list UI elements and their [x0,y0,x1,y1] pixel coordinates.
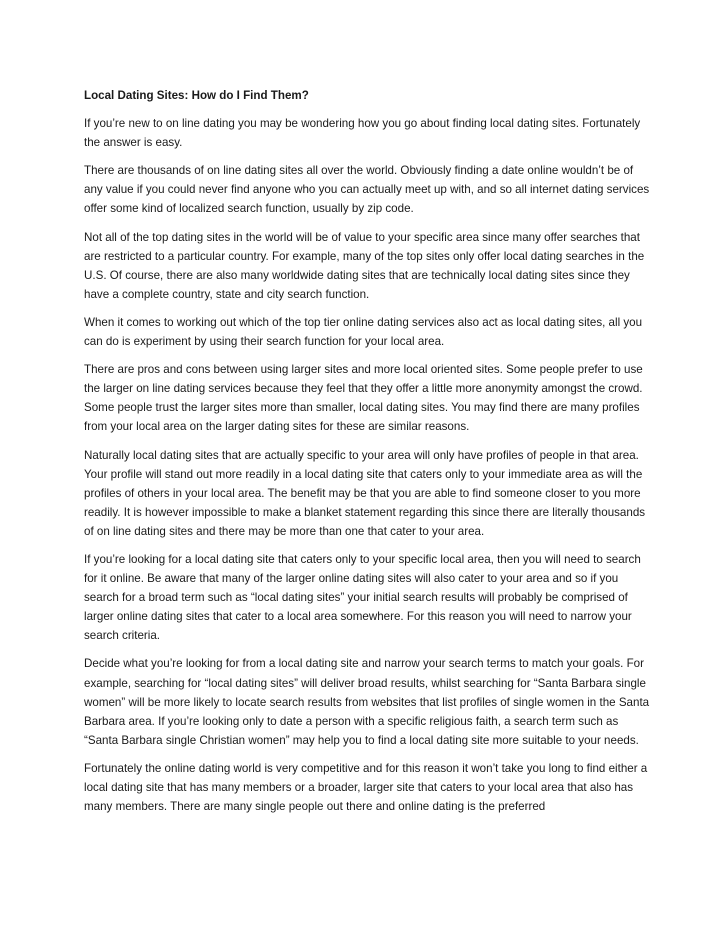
paragraph-6: Naturally local dating sites that are actually specific to your area will only have profiles of people in that area. Your profile will stand out more readily in a local dating site that caters only to your immediate area as will the profiles of others in your local area. The benefit may be that you are able to find someone closer to you more readily. It is however impossible to make a blanket statement regarding this since there are literally thousands of on line dating sites and there may be more than one that cater to your area. [84,448,646,538]
paragraph-4: When it comes to working out which of the top tier online dating services also act as local dating sites, all you can do is experiment by using their search function for your local area. [84,315,643,349]
paragraph-7: If you’re looking for a local dating site that caters only to your specific local area, then you will need to search for it online. Be aware that many of the larger online dating sites will also cater to your area and so if you search for a broad term such as “local dating sites” your initial search results will probably be comprised of larger online dating sites that cater to a local area somewhere. For this reason you will need to narrow your search criteria. [84,552,641,643]
paragraph-8: Decide what you’re looking for from a local dating site and narrow your search terms to match your goals. For example, searching for “local dating sites” will deliver broad results, whilst searching for “Santa Barbara single women” will be more likely to locate search results from websites that list profiles of single women in the Santa Barbara area. If you’re looking only to date a person with a specific religious faith, a search term such as “Santa Barbara single Christian women” may help you to find a local dating site more suitable to your needs. [84,657,650,747]
paragraph-1: If you’re new to on line dating you may be wondering how you go about finding local dating sites. Fortunately the answer is easy. [84,117,641,150]
paragraph-3: Not all of the top dating sites in the world will be of value to your specific area since many offer searches that are restricted to a particular country. For example, many of the top sites only offer local dating searches in the U.S. Of course, there are also many worldwide dating sites that are technically local dating sites since they have a complete country, state and city search function. [84,230,645,301]
document-title: Local Dating Sites: How do I Find Them? [84,89,309,102]
paragraph-5: There are pros and cons between using larger sites and more local oriented sites. Some people prefer to use the larger on line dating services because they feel that they offer a little more anonymity amongst the crowd. Some people trust the larger sites more than smaller, local dating sites. You may find there are many profiles from your local area on the larger dating sites for these are similar reasons. [84,363,643,434]
paragraph-9: Fortunately the online dating world is very competitive and for this reason it won’t take you long to find either a local dating site that has many members or a broader, larger site that caters to your local area that also has many members. There are many single people out there and online dating is the preferred [84,761,648,814]
paragraph-2: There are thousands of on line dating sites all over the world. Obviously finding a date online wouldn’t be of any value if you could never find anyone who you can actually meet up with, and so all internet dating services offer some kind of localized search function, usually by zip code. [84,164,650,216]
document-body [84,86,650,825]
